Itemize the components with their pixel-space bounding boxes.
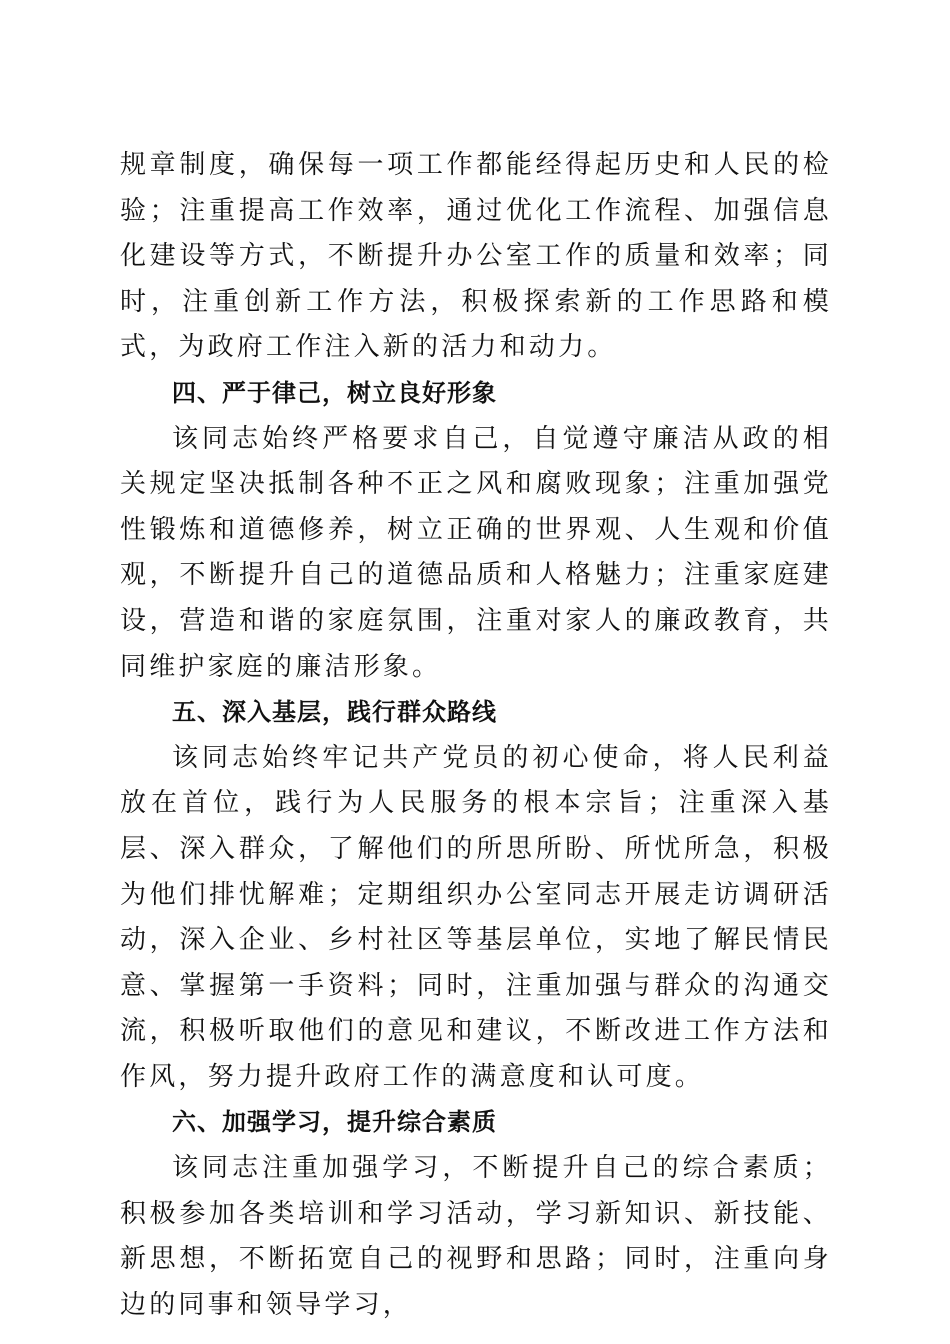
section-heading-6: 六、加强学习，提升综合素质: [172, 1108, 497, 1137]
paragraph-section-5: 该同志始终牢记共产党员的初心使命，将人民利益放在首位，践行为人民服务的根本宗旨；注重深入基层、深入群众，了解他们的所思所盼、所忧所急，积极为他们排忧解难；定期组织办公室同志开展走访调研活动，深入企业、乡村社区等基层单位，实地了解民情民意、掌握第一手资料；同时，注重加强与群众的沟通交流，积极听取他们的意见和建议，不断改进工作方法和作风，努力提升政府工作的满意度和认可度。: [120, 742, 832, 1092]
section-heading-5: 五、深入基层，践行群众路线: [172, 698, 497, 727]
section-heading-4: 四、严于律己，树立良好形象: [172, 378, 497, 407]
paragraph-continuation: 规章制度，确保每一项工作都能经得起历史和人民的检验；注重提高工作效率，通过优化工作流程、加强信息化建设等方式，不断提升办公室工作的质量和效率；同时，注重创新工作方法，积极探索新的工作思路和模式，为政府工作注入新的活力和动力。: [120, 150, 832, 363]
paragraph-section-6: 该同志注重加强学习，不断提升自己的综合素质；积极参加各类培训和学习活动，学习新知识、新技能、新思想，不断拓宽自己的视野和思路；同时，注重向身边的同事和领导学习，: [120, 1153, 832, 1320]
paragraph-section-4: 该同志始终严格要求自己，自觉遵守廉洁从政的相关规定坚决抵制各种不正之风和腐败现象；注重加强党性锻炼和道德修养，树立正确的世界观、人生观和价值观，不断提升自己的道德品质和人格魅力；注重家庭建设，营造和谐的家庭氛围，注重对家人的廉政教育，共同维护家庭的廉洁形象。: [120, 423, 832, 682]
